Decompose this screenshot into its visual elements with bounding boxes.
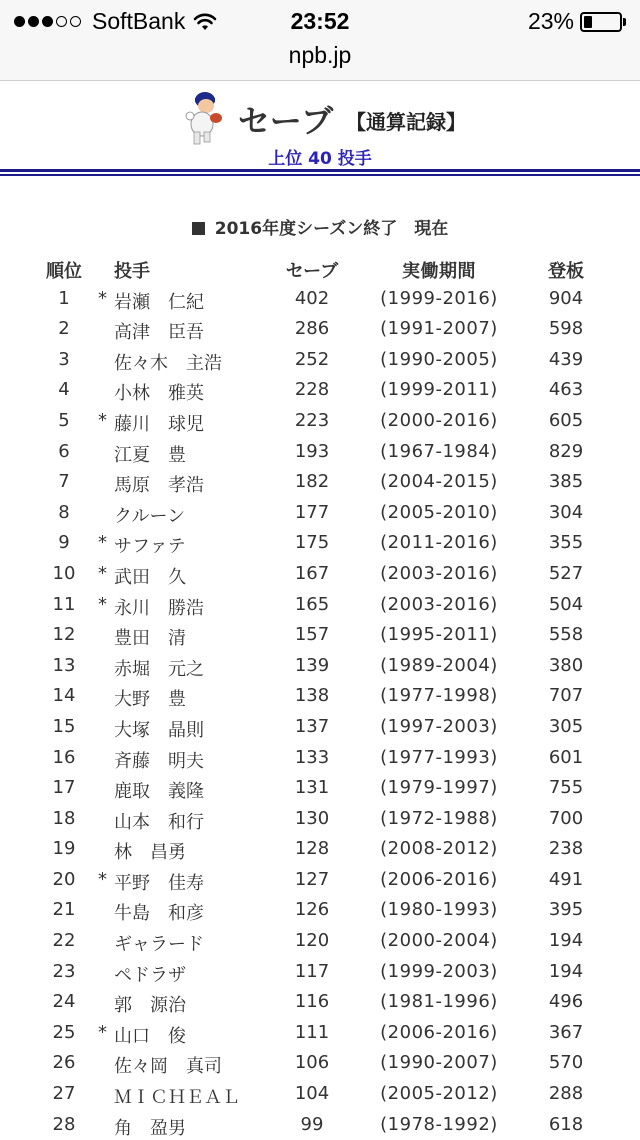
- rank-cell: 10: [52, 562, 76, 584]
- saves-cell: 106: [294, 1052, 330, 1074]
- pitcher-name-cell: 馬原 孝浩: [114, 475, 204, 497]
- page-title: セーブ: [238, 102, 335, 140]
- table-row: [0, 865, 640, 896]
- games-cell: 618: [548, 1113, 584, 1135]
- header-rank: 順位: [46, 261, 82, 282]
- games-cell: 558: [548, 624, 584, 646]
- rank-cell: 4: [58, 379, 70, 401]
- table-row: [0, 1079, 640, 1110]
- period-cell: (1995-2011): [380, 624, 498, 646]
- saves-cell: 130: [294, 807, 330, 829]
- table-row: [0, 620, 640, 651]
- active-marker: *: [98, 562, 107, 584]
- rank-cell: 19: [52, 838, 76, 860]
- saves-cell: 111: [294, 1021, 330, 1043]
- active-marker: *: [98, 1021, 107, 1043]
- saves-cell: 127: [294, 868, 330, 890]
- pitcher-name-cell: 豊田 清: [114, 628, 186, 650]
- saves-cell: 157: [294, 624, 330, 646]
- pitcher-name-cell: 斉藤 明夫: [114, 750, 204, 772]
- active-marker: *: [98, 409, 107, 431]
- saves-cell: 99: [300, 1113, 324, 1135]
- battery-percent: 23%: [527, 8, 574, 34]
- games-cell: 305: [548, 715, 584, 737]
- games-cell: 385: [548, 471, 584, 493]
- saves-cell: 228: [294, 379, 330, 401]
- period-cell: (1979-1997): [380, 777, 498, 799]
- games-cell: 380: [548, 654, 584, 676]
- saves-cell: 167: [294, 562, 330, 584]
- active-marker: *: [98, 593, 107, 615]
- rank-cell: 8: [58, 501, 70, 523]
- games-cell: 700: [548, 807, 584, 829]
- status-bar: [0, 0, 640, 40]
- saves-cell: 252: [294, 348, 330, 370]
- games-cell: 491: [548, 868, 584, 890]
- games-cell: 707: [548, 685, 584, 707]
- carrier-name: SoftBank: [92, 8, 186, 34]
- rank-cell: 11: [52, 593, 76, 615]
- pitcher-name-cell: 赤堀 元之: [114, 658, 204, 680]
- pitcher-name-cell: 角 盈男: [114, 1117, 186, 1139]
- rank-note: 上位 40 投手: [268, 149, 372, 169]
- period-cell: (1980-1993): [380, 899, 498, 921]
- rank-cell: 20: [52, 868, 76, 890]
- period-cell: (1999-2016): [380, 287, 498, 309]
- table-row: [0, 284, 640, 315]
- table-row: [0, 712, 640, 743]
- games-cell: 570: [548, 1052, 584, 1074]
- table-row: [0, 926, 640, 957]
- period-cell: (1990-2007): [380, 1052, 498, 1074]
- rank-cell: 26: [52, 1052, 76, 1074]
- header-divider-top: [0, 169, 640, 172]
- games-cell: 496: [548, 991, 584, 1013]
- games-cell: 367: [548, 1021, 584, 1043]
- rank-cell: 5: [58, 409, 70, 431]
- table-header-row: [0, 253, 640, 284]
- header-games: 登板: [548, 261, 584, 282]
- games-cell: 605: [548, 409, 584, 431]
- games-cell: 304: [548, 501, 584, 523]
- games-cell: 504: [548, 593, 584, 615]
- rank-cell: 27: [52, 1083, 76, 1105]
- pitcher-name-cell: 江夏 豊: [114, 444, 186, 466]
- games-cell: 439: [548, 348, 584, 370]
- header-divider-bottom: [0, 174, 640, 176]
- saves-table: [0, 253, 640, 1140]
- period-cell: (2003-2016): [380, 562, 498, 584]
- table-row: [0, 1048, 640, 1079]
- pitcher-name-cell: サファテ: [114, 536, 186, 558]
- period-cell: (1989-2004): [380, 654, 498, 676]
- pitcher-name-cell: ペドラザ: [114, 964, 186, 986]
- period-cell: (1967-1984): [380, 440, 498, 462]
- header-period: 実働期間: [402, 261, 476, 282]
- table-row: [0, 957, 640, 988]
- period-cell: (1991-2007): [380, 318, 498, 340]
- saves-cell: 126: [294, 899, 330, 921]
- saves-cell: 133: [294, 746, 330, 768]
- rank-cell: 28: [52, 1113, 76, 1135]
- saves-cell: 116: [294, 991, 330, 1013]
- games-cell: 463: [548, 379, 584, 401]
- table-row: [0, 743, 640, 774]
- games-cell: 288: [548, 1083, 584, 1105]
- pitcher-name-cell: クルーン: [114, 505, 186, 527]
- table-row: [0, 773, 640, 804]
- table-row: [0, 559, 640, 590]
- saves-cell: 138: [294, 685, 330, 707]
- pitcher-name-cell: 大野 豊: [114, 689, 186, 711]
- battery-tip: [623, 18, 626, 26]
- rank-cell: 2: [58, 318, 70, 340]
- table-row: [0, 590, 640, 621]
- header-pitcher: 投手: [114, 261, 150, 282]
- rank-cell: 14: [52, 685, 76, 707]
- saves-cell: 128: [294, 838, 330, 860]
- table-row: [0, 834, 640, 865]
- table-row: [0, 681, 640, 712]
- period-cell: (1981-1996): [380, 991, 498, 1013]
- square-bullet-icon: [192, 222, 205, 235]
- rank-cell: 12: [52, 624, 76, 646]
- games-cell: 598: [548, 318, 584, 340]
- table-row: [0, 1018, 640, 1049]
- saves-cell: 120: [294, 930, 330, 952]
- table-row: [0, 528, 640, 559]
- period-cell: (1977-1998): [380, 685, 498, 707]
- active-marker: *: [98, 868, 107, 890]
- rank-cell: 23: [52, 960, 76, 982]
- period-cell: (2000-2016): [380, 409, 498, 431]
- rank-cell: 7: [58, 471, 70, 493]
- season-note: [0, 214, 640, 239]
- pitcher-name-cell: 郭 源治: [114, 995, 186, 1017]
- period-cell: (2005-2010): [380, 501, 498, 523]
- saves-cell: 175: [294, 532, 330, 554]
- table-row: [0, 345, 640, 376]
- battery-group: [528, 8, 626, 35]
- pitcher-name-cell: 永川 勝浩: [114, 597, 204, 619]
- games-cell: 601: [548, 746, 584, 768]
- table-row: [0, 804, 640, 835]
- rank-cell: 15: [52, 715, 76, 737]
- pitcher-name-cell: 牛島 和彦: [114, 903, 204, 925]
- saves-cell: 402: [294, 287, 330, 309]
- pitcher-name-cell: 平野 佳寿: [114, 872, 204, 894]
- battery-icon: [580, 12, 622, 32]
- games-cell: 395: [548, 899, 584, 921]
- saves-cell: 104: [294, 1083, 330, 1105]
- pitcher-name-cell: 藤川 球児: [114, 413, 204, 435]
- saves-cell: 286: [294, 318, 330, 340]
- table-row: [0, 987, 640, 1018]
- browser-chrome: [0, 0, 640, 81]
- games-cell: 238: [548, 838, 584, 860]
- saves-cell: 165: [294, 593, 330, 615]
- period-cell: (1978-1992): [380, 1113, 498, 1135]
- rank-cell: 17: [52, 777, 76, 799]
- table-row: [0, 467, 640, 498]
- pitcher-name-cell: 小林 雅英: [114, 383, 204, 405]
- period-cell: (2000-2004): [380, 930, 498, 952]
- table-row: [0, 437, 640, 468]
- page-subtitle: 【通算記録】: [346, 110, 466, 134]
- period-cell: (2004-2015): [380, 471, 498, 493]
- period-cell: (1997-2003): [380, 715, 498, 737]
- table-row: [0, 375, 640, 406]
- saves-cell: 117: [294, 960, 330, 982]
- games-cell: 194: [548, 930, 584, 952]
- pitcher-name-cell: 鹿取 義隆: [114, 781, 204, 803]
- table-row: [0, 314, 640, 345]
- pitcher-name-cell: 林 昌勇: [114, 842, 186, 864]
- period-cell: (2003-2016): [380, 593, 498, 615]
- games-cell: 527: [548, 562, 584, 584]
- rank-cell: 9: [58, 532, 70, 554]
- pitcher-name-cell: 武田 久: [114, 566, 186, 588]
- rank-cell: 25: [52, 1021, 76, 1043]
- pitcher-name-cell: 佐々木 主浩: [114, 352, 222, 374]
- saves-cell: 137: [294, 715, 330, 737]
- rank-cell: 6: [58, 440, 70, 462]
- rank-cell: 18: [52, 807, 76, 829]
- season-note-text: 2016年度シーズン終了 現在: [214, 219, 449, 239]
- saves-cell: 193: [294, 440, 330, 462]
- rank-cell: 1: [58, 287, 70, 309]
- period-cell: (1972-1988): [380, 807, 498, 829]
- clock: 23:52: [290, 8, 350, 34]
- rank-cell: 3: [58, 348, 70, 370]
- pitcher-name-cell: 佐々岡 真司: [114, 1056, 222, 1078]
- table-row: [0, 406, 640, 437]
- pitcher-name-cell: 岩瀬 仁紀: [114, 291, 204, 313]
- header-saves: セーブ: [285, 261, 339, 282]
- battery-level-fill: [584, 16, 592, 28]
- active-marker: *: [98, 287, 107, 309]
- period-cell: (2011-2016): [380, 532, 498, 554]
- games-cell: 355: [548, 532, 584, 554]
- games-cell: 904: [548, 287, 584, 309]
- table-row: [0, 1110, 640, 1140]
- period-cell: (1990-2005): [380, 348, 498, 370]
- period-cell: (1999-2011): [380, 379, 498, 401]
- rank-cell: 24: [52, 991, 76, 1013]
- period-cell: (2005-2012): [380, 1083, 498, 1105]
- table-row: [0, 651, 640, 682]
- table-row: [0, 498, 640, 529]
- pitcher-name-cell: 山本 和行: [114, 811, 204, 833]
- pitcher-name-cell: 大塚 晶則: [114, 719, 204, 741]
- games-cell: 829: [548, 440, 584, 462]
- saves-cell: 182: [294, 471, 330, 493]
- page-header: [0, 82, 640, 178]
- saves-cell: 177: [294, 501, 330, 523]
- active-marker: *: [98, 532, 107, 554]
- pitcher-name-cell: ＭＩＣＨＥＡＬ: [114, 1087, 240, 1109]
- saves-cell: 223: [294, 409, 330, 431]
- period-cell: (2006-2016): [380, 868, 498, 890]
- saves-cell: 131: [294, 777, 330, 799]
- pitcher-name-cell: 高津 臣吾: [114, 322, 204, 344]
- games-cell: 755: [548, 777, 584, 799]
- period-cell: (1999-2003): [380, 960, 498, 982]
- rank-cell: 22: [52, 930, 76, 952]
- pitcher-name-cell: 山口 俊: [114, 1025, 186, 1047]
- period-cell: (1977-1993): [380, 746, 498, 768]
- saves-cell: 139: [294, 654, 330, 676]
- table-row: [0, 895, 640, 926]
- rank-cell: 13: [52, 654, 76, 676]
- games-cell: 194: [548, 960, 584, 982]
- period-cell: (2006-2016): [380, 1021, 498, 1043]
- url-bar[interactable]: npb.jp: [288, 42, 352, 68]
- rank-cell: 16: [52, 746, 76, 768]
- baseball-pitcher-mascot-icon: [182, 88, 228, 146]
- period-cell: (2008-2012): [380, 838, 498, 860]
- rank-cell: 21: [52, 899, 76, 921]
- pitcher-name-cell: ギャラード: [114, 934, 204, 956]
